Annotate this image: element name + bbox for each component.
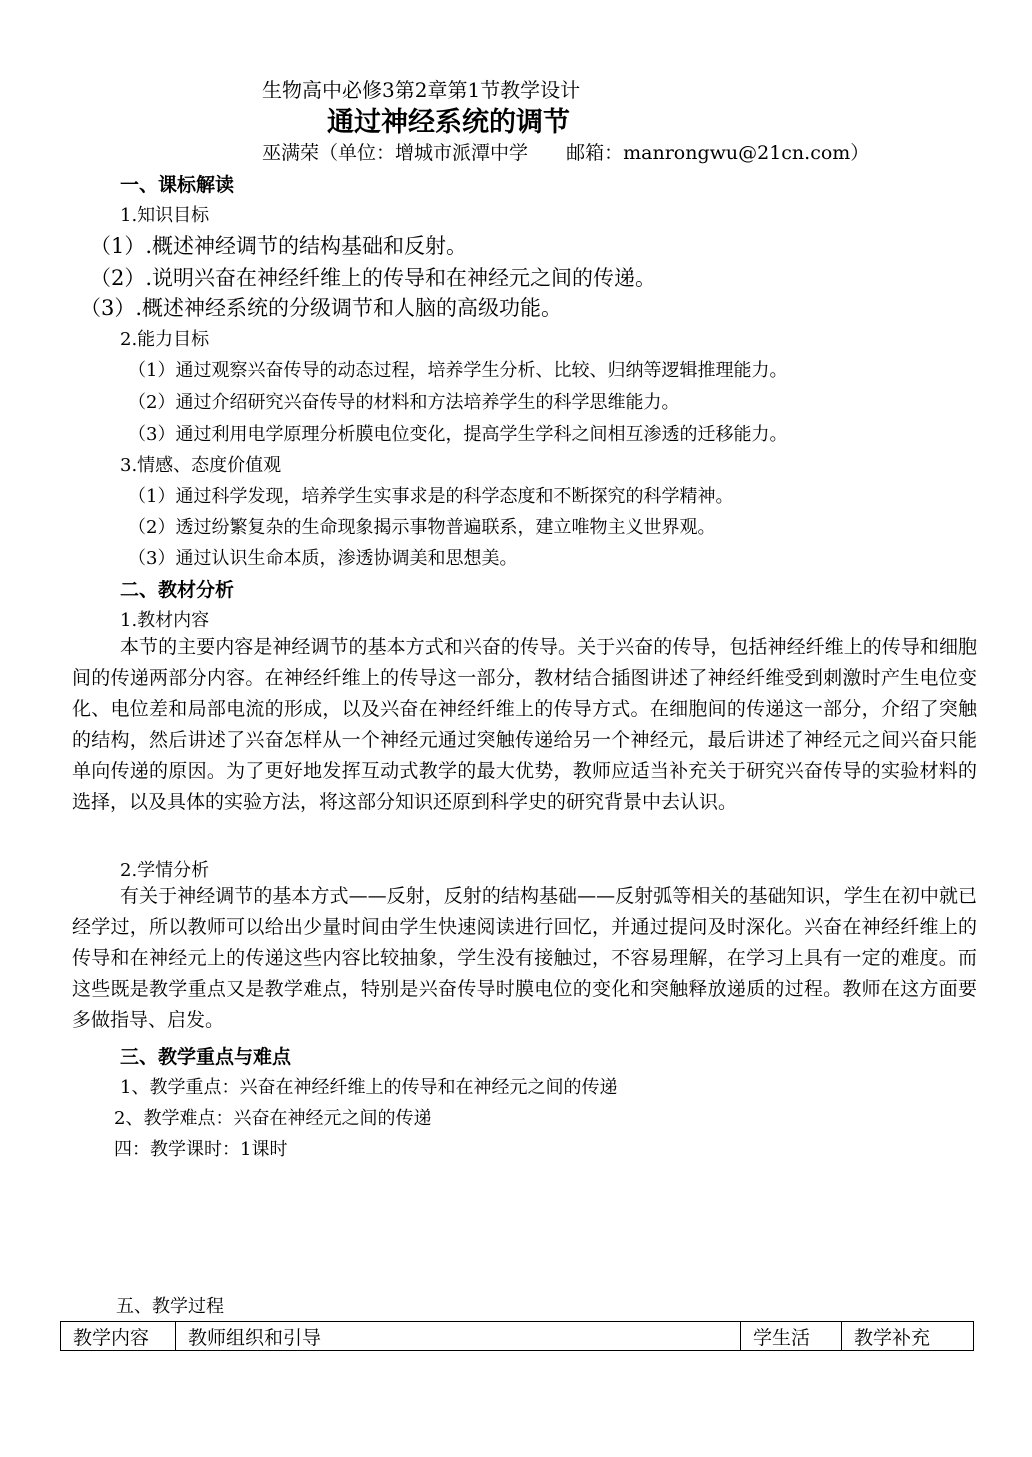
process-table [60, 1321, 974, 1351]
ability-item: （2）通过介绍研究兴奋传导的材料和方法培养学生的科学思维能力。 [128, 392, 680, 413]
subheading-content: 1.教材内容 [120, 610, 210, 631]
subheading-attitude: 3.情感、态度价值观 [120, 455, 282, 476]
table-header-cell: 教学补充 [842, 1322, 974, 1351]
table-header-cell: 学生活 [741, 1322, 842, 1351]
table-header-cell: 教师组织和引导 [176, 1322, 741, 1351]
doc-title: 通过神经系统的调节 [327, 107, 570, 138]
section-heading-2: 二、教材分析 [120, 579, 235, 601]
author-unit: 巫满荣（单位：增城市派潭中学 [262, 142, 529, 164]
subheading-knowledge: 1.知识目标 [120, 205, 210, 226]
doc-author [262, 138, 869, 165]
section-heading-3: 三、教学重点与难点 [120, 1046, 292, 1068]
attitude-item: （1）通过科学发现，培养学生实事求是的科学态度和不断探究的科学精神。 [128, 486, 734, 507]
knowledge-item: （2）.说明兴奋在神经纤维上的传导和在神经元之间的传递。 [90, 266, 657, 290]
section-heading-5: 五、教学过程 [116, 1296, 224, 1317]
doc-subtitle: 生物高中必修3第2章第1节教学设计 [262, 78, 581, 102]
attitude-item: （3）通过认识生命本质，渗透协调美和思想美。 [128, 548, 518, 569]
class-hours: 四：教学课时：1课时 [114, 1139, 288, 1160]
section-heading-1: 一、课标解读 [120, 174, 235, 196]
ability-item: （3）通过利用电学原理分析膜电位变化，提高学生学科之间相互渗透的迁移能力。 [128, 424, 788, 445]
author-email: 邮箱：manrongwu@21cn.com） [566, 142, 870, 164]
table-header-cell: 教学内容 [61, 1322, 176, 1351]
difficulty-point: 2、教学难点：兴奋在神经元之间的传递 [114, 1108, 432, 1129]
subheading-student: 2.学情分析 [120, 860, 210, 881]
subheading-ability: 2.能力目标 [120, 329, 210, 350]
student-paragraph: 有关于神经调节的基本方式——反射，反射的结构基础——反射弧等相关的基础知识，学生在初中就已经学过，所以教师可以给出少量时间由学生快速阅读进行回忆，并通过提问及时深化。兴奋在神经纤维上的传导和在神经元上的传递这些内容比较抽象，学生没有接触过，不容易理解，在学习上具有一定的难度。而这些既是教学重点又是教学难点，特别是兴奋传导时膜电位的变化和突触释放递质的过程。教师在这方面要多做指导、启发。 [72, 885, 977, 1031]
key-point: 1、教学重点：兴奋在神经纤维上的传导和在神经元之间的传递 [120, 1077, 618, 1098]
content-paragraph: 本节的主要内容是神经调节的基本方式和兴奋的传导。关于兴奋的传导，包括神经纤维上的传导和细胞间的传递两部分内容。在神经纤维上的传导这一部分，教材结合插图讲述了神经纤维受到刺激时产生电位变化、电位差和局部电流的形成，以及兴奋在神经纤维上的传导方式。在细胞间的传递这一部分，介绍了突触的结构，然后讲述了兴奋怎样从一个神经元通过突触传递给另一个神经元，最后讲述了神经元之间兴奋只能单向传递的原因。为了更好地发挥互动式教学的最大优势，教师应适当补充关于研究兴奋传导的实验材料的选择，以及具体的实验方法，将这部分知识还原到科学史的研究背景中去认识。 [72, 636, 977, 813]
table-header-row [61, 1322, 974, 1351]
attitude-item: （2）透过纷繁复杂的生命现象揭示事物普遍联系，建立唯物主义世界观。 [128, 517, 716, 538]
knowledge-item: （1）.概述神经调节的结构基础和反射。 [90, 234, 468, 258]
ability-item: （1）通过观察兴奋传导的动态过程，培养学生分析、比较、归纳等逻辑推理能力。 [128, 360, 788, 381]
knowledge-item: （3）.概述神经系统的分级调节和人脑的高级功能。 [80, 296, 563, 320]
